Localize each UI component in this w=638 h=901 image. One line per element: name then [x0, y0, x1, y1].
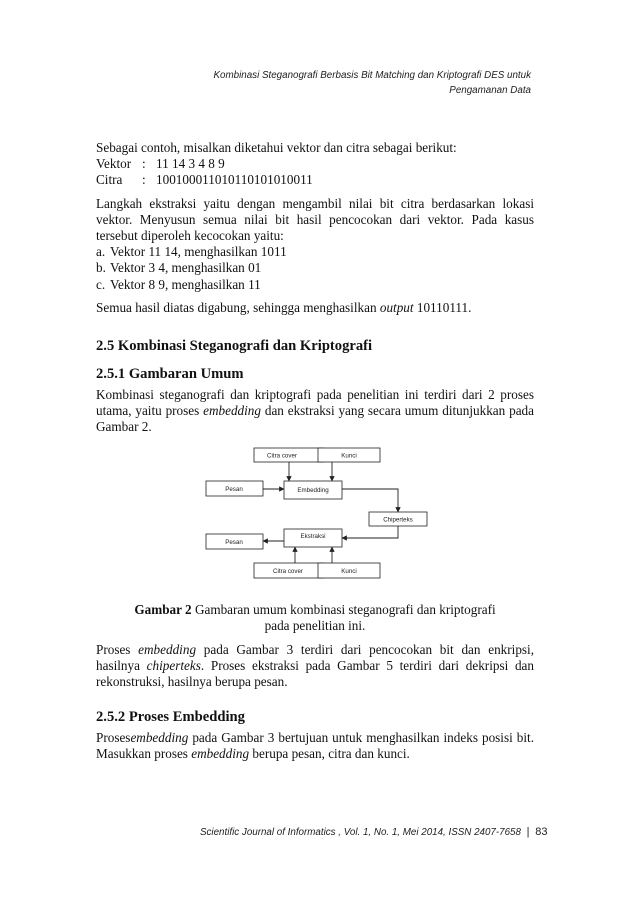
- proses-paragraph: [96, 642, 534, 691]
- citra-separator: :: [142, 172, 146, 188]
- diagram-svg: [96, 444, 534, 594]
- arrow-embedding-to-chiperteks: [342, 489, 398, 512]
- proses-embedding-em: embedding: [138, 642, 197, 658]
- gambaran-text-pre: Kombinasi steganografi dan kriptografi pada penelitian ini terdiri dari 2 proses utama, yaitu proses: [96, 387, 534, 419]
- running-header: [151, 68, 531, 98]
- page-content: [96, 140, 534, 762]
- caption-line-2: pada penelitian ini.: [264, 617, 366, 633]
- semua-text-pre: Semua hasil diatas digabung, sehingga menghasilkan: [96, 299, 380, 315]
- section-heading-2-5-1: 2.5.1 Gambaran Umum: [96, 366, 244, 383]
- vektor-label: Vektor: [96, 156, 132, 172]
- figure-2-diagram: [96, 444, 534, 594]
- page-footer: [200, 826, 548, 838]
- section-heading-2-5-2: 2.5.2 Proses Embedding: [96, 708, 245, 725]
- proses-embed-text-c: berupa pesan, citra dan kunci.: [249, 745, 410, 761]
- page-number: 83: [535, 826, 548, 838]
- proses-text-b: pada Gambar 3 terdiri dari pencocokan bit dan enkripsi, hasilnya: [96, 642, 535, 674]
- arrow-chiperteks-to-ekstraksi: [342, 526, 398, 538]
- footer-journal: Scientific Journal of Informatics , Vol. 1, No. 1, Mei 2014, ISSN 2407-7658: [200, 827, 521, 838]
- proses-embed-text-b: pada Gambar 3 bertujuan untuk menghasilkan indeks posisi bit. Masukkan proses: [96, 729, 534, 761]
- caption-label: Gambar 2: [134, 601, 192, 617]
- list-marker: b.: [96, 260, 106, 276]
- proses-chiperteks-em: chiperteks: [146, 658, 201, 674]
- kunci-bottom-label: Kunci: [341, 567, 357, 575]
- caption-text-1: Gambaran umum kombinasi steganografi dan kriptografi: [191, 601, 496, 617]
- proses-embedding-paragraph: [96, 730, 534, 762]
- list-item: [96, 244, 534, 260]
- caption-line-1: [96, 602, 534, 618]
- running-header-line-2: Pengamanan Data: [449, 85, 531, 96]
- gambaran-paragraph: [96, 387, 534, 436]
- list-text: Vektor 3 4, menghasilkan 01: [110, 260, 262, 276]
- list-marker: a.: [96, 244, 106, 260]
- intro-paragraph: Sebagai contoh, misalkan diketahui vektor dan citra sebagai berikut:: [96, 140, 457, 155]
- list-text: Vektor 11 14, menghasilkan 1011: [110, 244, 287, 260]
- list-item: [96, 277, 534, 293]
- proses-embed-text-a: Proses: [96, 729, 131, 745]
- proses-text-a: Proses: [96, 642, 139, 658]
- semua-output-em: output: [379, 299, 414, 315]
- citra-value: 1001000110101101010100​11: [156, 172, 313, 188]
- citra-cover-top-label: Citra cover: [267, 452, 297, 460]
- citra-row: [96, 172, 534, 188]
- list-text: Vektor 8 9, menghasilkan 11: [110, 276, 261, 292]
- pesan-in-label: Pesan: [225, 485, 243, 493]
- footer-separator: |: [526, 826, 530, 838]
- pesan-out-label: Pesan: [225, 538, 243, 546]
- vektor-value: 11 14 3 4 8 9: [156, 156, 225, 172]
- gambaran-embedding-em: embedding: [203, 403, 261, 419]
- running-header-line-1: Kombinasi Steganografi Berbasis Bit Matching dan Kriptografi DES untuk: [213, 70, 531, 81]
- semua-text-post: 10110111.: [413, 299, 472, 315]
- semua-paragraph: [96, 300, 534, 316]
- langkah-paragraph: Langkah ekstraksi yaitu dengan mengambil nilai bit citra berdasarkan lokasi vektor. Menyusun semua nilai bit hasil pencocokan dari vektor. Pada kasus tersebut diperoleh kecocokan yaitu:: [96, 195, 534, 244]
- chiperteks-label: Chiperteks: [383, 516, 413, 524]
- proses-embed-em-1: embedding: [130, 729, 189, 745]
- proses-embed-em-2: embedding: [191, 745, 250, 761]
- list-item: [96, 260, 534, 276]
- vektor-separator: :: [142, 156, 146, 172]
- section-heading-2-5: 2.5 Kombinasi Steganografi dan Kriptografi: [96, 338, 373, 355]
- proses-text-c: . Proses ekstraksi pada Gambar 5 terdiri dari dekripsi dan rekonstruksi, hasilnya berupa pesan.: [96, 658, 534, 690]
- citra-cover-bottom-label: Citra cover: [273, 567, 303, 575]
- figure-caption: [96, 602, 534, 634]
- gambaran-text-post: dan ekstraksi yang secara umum ditunjukkan pada Gambar 2.: [96, 403, 534, 435]
- embedding-label: Embedding: [297, 486, 329, 494]
- citra-label: Citra: [96, 172, 123, 188]
- vektor-row: [96, 156, 534, 172]
- kunci-top-label: Kunci: [341, 452, 357, 460]
- ekstraksi-label: Ekstraksi: [300, 532, 326, 540]
- list-marker: c.: [96, 276, 106, 292]
